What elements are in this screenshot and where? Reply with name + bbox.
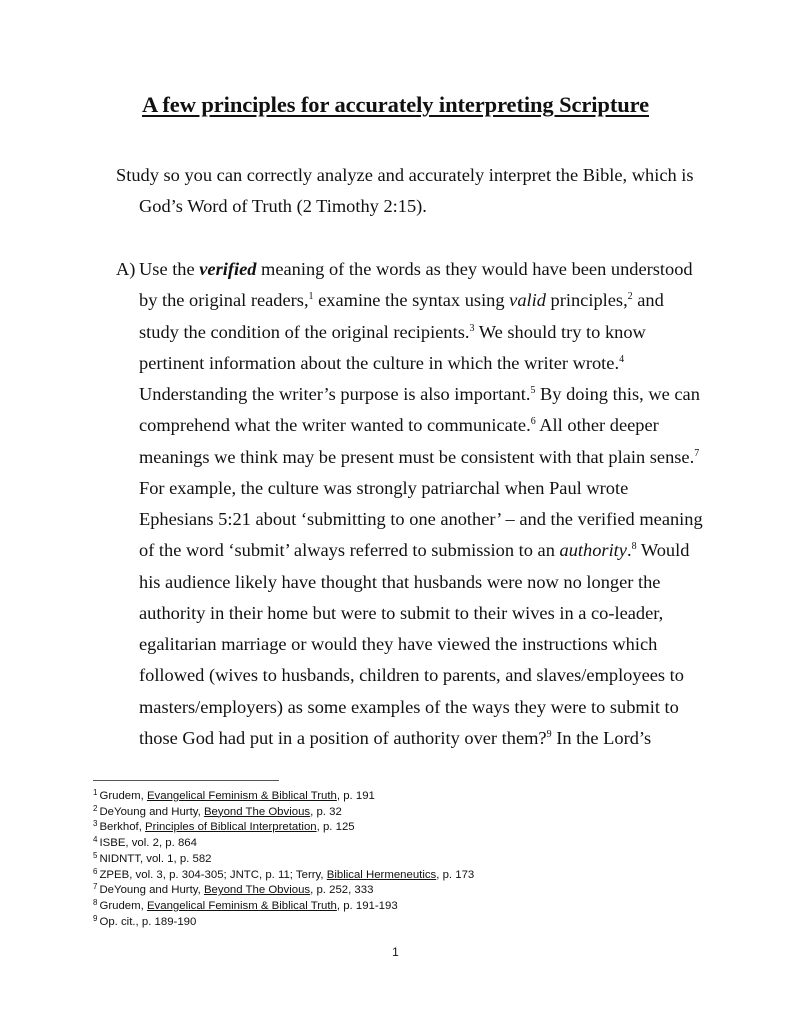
text-run: , p. 191 [336, 790, 375, 802]
book-title: Evangelical Feminism & Biblical Truth [146, 790, 337, 802]
text-run: egalitarian marriage or would they have viewed the instructions which [139, 634, 658, 654]
text-run: All other deeper [535, 415, 659, 436]
text-run: examine the syntax using [313, 290, 510, 311]
section-a-line [139, 508, 703, 530]
footnote-reference: 1 [308, 291, 314, 303]
section-a-line [139, 696, 679, 718]
book-title: Biblical Hermeneutics [326, 868, 437, 881]
section-a-line [139, 602, 663, 624]
section-a-line [139, 477, 628, 499]
footnote-reference: 5 [530, 385, 536, 396]
section-a-line [139, 727, 651, 749]
footnote-number: 7 [93, 882, 98, 892]
text-run: of the word ‘submit’ always referred to submission to an [139, 540, 560, 561]
page-title: A few principles for accurately interpreting Scripture [141, 92, 649, 117]
text-run: , p. 252, 333 [310, 884, 374, 897]
text-run: , p. 191-193 [336, 899, 398, 912]
text-run: by the original readers, [139, 290, 309, 311]
text-run: Berkhof, [99, 821, 146, 834]
emphasis-text: verified [199, 259, 257, 279]
text-run: Use the [139, 259, 200, 279]
section-a-line [139, 414, 659, 436]
text-run: For example, the culture was strongly patriarchal when Paul wrote [139, 477, 629, 498]
text-run: We should try to know [474, 321, 646, 342]
text-run: ZPEB, vol. 3, p. 304-305; JNTC, p. 11; Terry, [99, 868, 327, 881]
text-run: and [632, 290, 664, 311]
footnote-item [93, 836, 474, 852]
footnote-number: 4 [93, 835, 98, 845]
footnote-number: 3 [93, 819, 98, 829]
footnote-number: 8 [93, 897, 98, 907]
text-run: his audience likely have thought that husbands were now no longer the [139, 571, 661, 592]
text-run: study the condition of the original recipients. [139, 321, 470, 342]
text-run: meanings we think may be present must be consistent with that plain sense. [139, 446, 695, 467]
section-a-line [139, 446, 699, 468]
footnote-reference: 4 [619, 353, 625, 365]
footnote-item [93, 852, 474, 868]
footnote-item [93, 868, 474, 884]
italic-text: valid [509, 290, 546, 311]
text-run: . [626, 540, 632, 561]
footnote-reference: 7 [694, 447, 700, 459]
section-a-line [139, 289, 664, 311]
text-run: followed (wives to husbands, children to parents, and slaves/employees to [139, 665, 684, 686]
footnote-reference: 3 [469, 322, 475, 334]
text-run: masters/employers) as some examples of the ways they were to submit to [139, 696, 679, 717]
text-run: pertinent information about the culture in which the writer wrote. [139, 352, 620, 373]
section-a-line [139, 258, 693, 280]
italic-text: authority [559, 540, 627, 561]
text-run: Op. cit., p. 189-190 [99, 915, 197, 928]
section-a-line [139, 571, 660, 593]
section-a-line [139, 321, 646, 343]
footnote-item [93, 899, 474, 915]
text-run: authority in their home but were to submit to their wives in a co-leader, [139, 602, 664, 623]
text-run: DeYoung and Hurty, [99, 805, 204, 818]
footnote-reference: 6 [530, 416, 536, 428]
text-run: , p. 125 [316, 821, 355, 834]
text-run: principles, [545, 290, 628, 311]
section-a-label: A) [116, 259, 136, 279]
section-a-line [139, 664, 684, 686]
text-run: , p. 32 [310, 805, 342, 818]
footnote-number: 6 [93, 866, 98, 876]
footnote-number: 9 [93, 913, 98, 923]
text-run: Ephesians 5:21 about ‘submitting to one another’ – and the verified meaning [139, 509, 703, 529]
footnote-separator [93, 780, 279, 781]
footnote-number: 2 [93, 803, 98, 813]
text-run: , p. 173 [436, 868, 475, 881]
text-run: meaning of the words as they would have been understood [256, 259, 693, 279]
book-title: Principles of Biblical Interpretation [145, 821, 317, 834]
text-run: comprehend what the writer wanted to communicate. [139, 415, 531, 436]
text-run: Grudem, [99, 899, 147, 912]
footnote-item [93, 883, 474, 899]
footnote-reference: 8 [631, 541, 637, 553]
intro-line-1: Study so you can correctly analyze and accurately interpret the Bible, which is [116, 165, 694, 185]
text-run: By doing this, we can [535, 384, 700, 404]
text-run: DeYoung and Hurty, [99, 884, 204, 897]
footnote-number: 5 [93, 850, 98, 860]
section-a-line [139, 539, 689, 561]
intro-line-2: God’s Word of Truth (2 Timothy 2:15). [139, 196, 427, 216]
text-run: NIDNTT, vol. 1, p. 582 [99, 852, 212, 865]
text-run: In the Lord’s [551, 727, 652, 748]
footnote-reference: 9 [546, 728, 552, 740]
text-run: Grudem, [99, 790, 147, 802]
footnotes-list [93, 789, 474, 930]
book-title: Evangelical Feminism & Biblical Truth [146, 899, 337, 912]
footnote-item [93, 789, 474, 805]
text-run: those God had put in a position of authority over them? [139, 727, 547, 748]
text-run: Understanding the writer’s purpose is also important. [139, 384, 531, 404]
text-run: Would [636, 540, 690, 561]
footnote-number: 1 [93, 788, 98, 797]
section-a-line [139, 383, 700, 405]
section-a-line [139, 352, 624, 374]
section-a-line [139, 633, 657, 655]
book-title: Beyond The Obvious [203, 884, 311, 897]
book-title: Beyond The Obvious [203, 805, 311, 818]
footnote-item [93, 820, 474, 836]
page-number: 1 [392, 945, 399, 959]
footnote-item [93, 805, 474, 821]
footnote-item [93, 915, 474, 931]
text-run: ISBE, vol. 2, p. 864 [99, 837, 197, 850]
footnote-reference: 2 [627, 291, 633, 303]
